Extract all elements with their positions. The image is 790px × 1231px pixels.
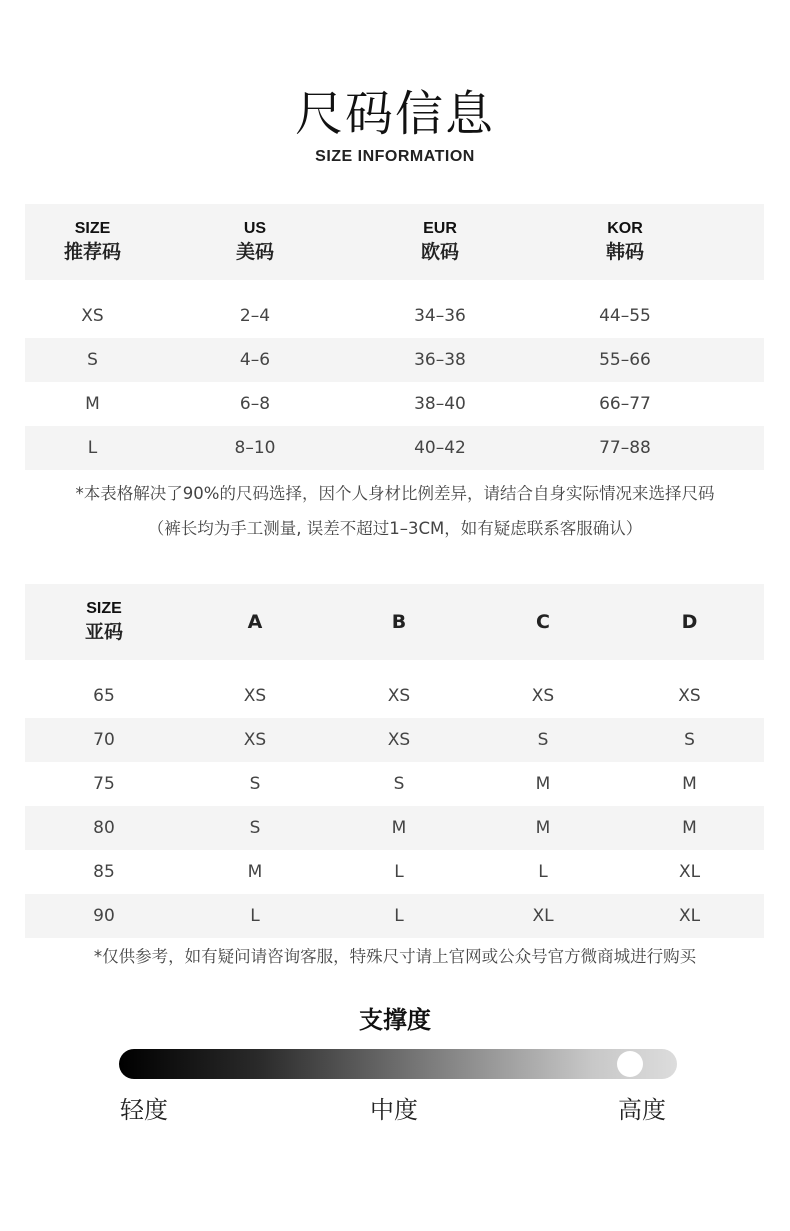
reference-note: *仅供参考，如有疑问请咨询客服，特殊尺寸请上官网或公众号官方微商城进行购买 (93, 947, 697, 966)
table-row: 75 S S M M (93, 774, 697, 794)
table-row: L 8–10 40–42 77–88 (25, 426, 764, 470)
cup-size-table (25, 584, 764, 938)
column-header: US 美码 (235, 220, 274, 263)
page-title: 尺码信息 (294, 86, 495, 142)
support-label-mid: 中度 (370, 1096, 418, 1124)
table-row: 70 XS XS S S (25, 718, 764, 762)
support-gradient-bar (119, 1049, 677, 1079)
page-subtitle: SIZE INFORMATION (315, 148, 475, 165)
table-row: 65 XS XS XS XS (93, 686, 701, 706)
column-header: D (681, 611, 698, 633)
table-header-row (25, 204, 764, 280)
column-header: C (536, 611, 550, 633)
table-row: 85 M L L XL (93, 862, 701, 882)
table-row: S 4–6 36–38 55–66 (25, 338, 764, 382)
support-title: 支撑度 (359, 1006, 431, 1034)
table-row: 90 L L XL XL (25, 894, 764, 938)
support-label-high: 高度 (618, 1096, 666, 1124)
column-header: SIZE 推荐码 (63, 220, 121, 263)
column-header: B (391, 611, 407, 633)
table-header-row (25, 584, 764, 660)
support-label-low: 轻度 (120, 1096, 168, 1124)
column-header: EUR 欧码 (420, 220, 459, 263)
table-row: XS 2–4 34–36 44–55 (81, 306, 651, 326)
table-row: M 6–8 38–40 66–77 (85, 394, 651, 414)
size-conversion-table (25, 204, 764, 470)
size-note: *本表格解决了90%的尺码选择，因个人身材比例差异，请结合自身实际情况来选择尺码 (75, 484, 715, 503)
measure-note: （裤长均为手工测量, 误差不超过1–3CM，如有疑虑联系客服确认） (147, 519, 643, 538)
column-header: SIZE 亚码 (84, 600, 123, 643)
column-header: A (247, 611, 263, 633)
table-row: 80 S M M M (25, 806, 764, 850)
column-header: KOR 韩码 (605, 220, 644, 263)
